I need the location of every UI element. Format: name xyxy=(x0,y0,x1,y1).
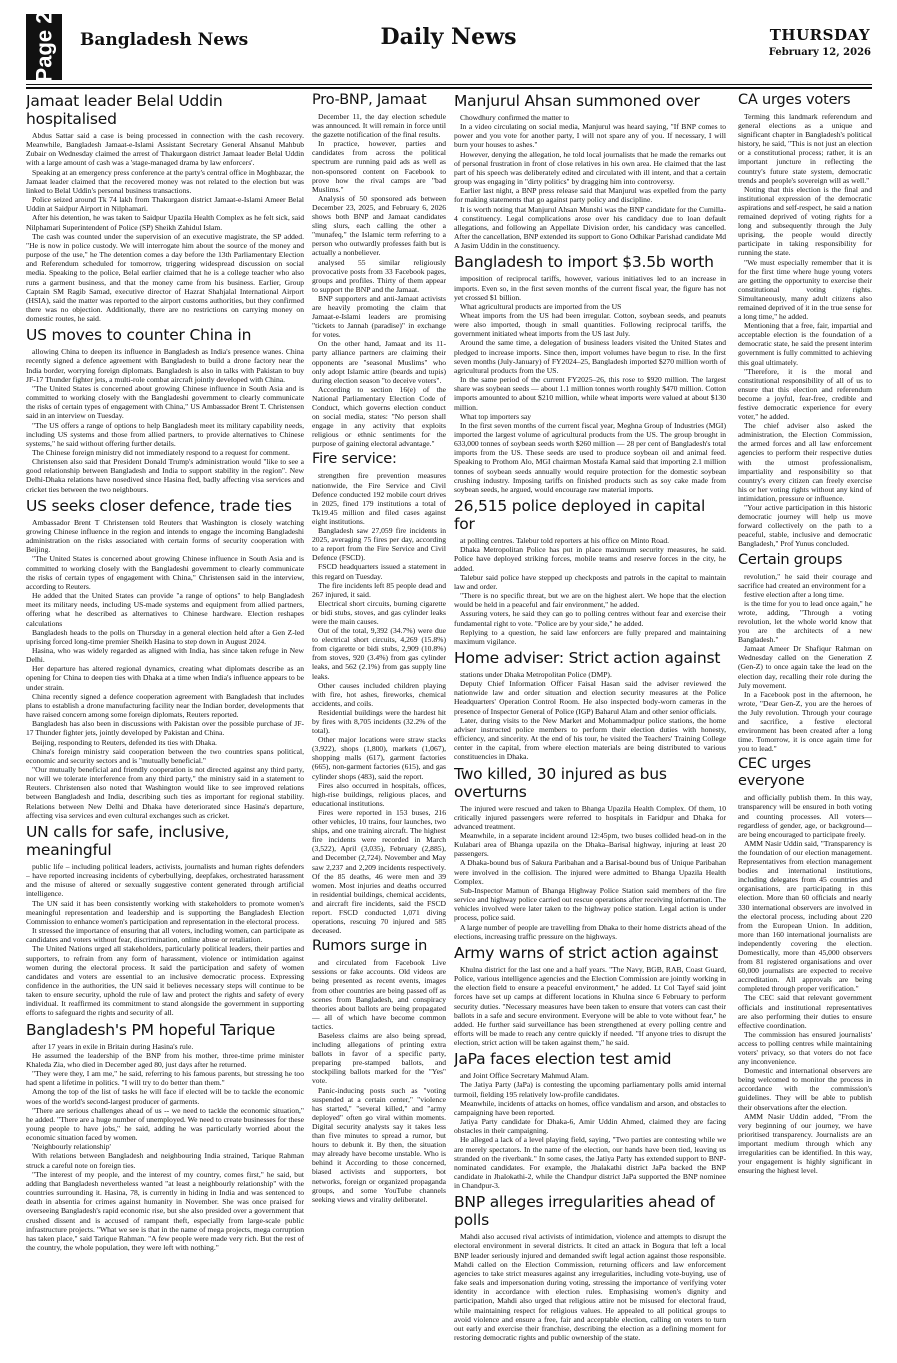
article-paragraph: Abdus Sattar said a case is being processed in connection with the cash recovery. Meanwhile, Bangladesh Jamaat-e-Islami Assistant Secretary General Ahsanul Mahbub Zubair on Wednesday claimed the arrest of Thakurgaon district Jamaat leader Belal Uddin with a large amount of cash was a 'stage-managed drama by law enforcers'. xyxy=(26,131,304,168)
article-paragraph: imposition of reciprocal tariffs, however, various initiatives led to an increase in imports. Even so, in the first seven months of the current fiscal year, the figure has not yet crossed $1 billion. xyxy=(454,274,726,302)
article-paragraph: Later, during visits to the New Market and Mohammadpur police stations, the home adviser instructed police members to perform their election duties with honesty, efficiency, and sincerity. At the end of his tour, he visited the Teachers' Training College center in the capital, from where election materials are being distributed to various constituencies in Dhaka. xyxy=(454,715,726,762)
article-headline[interactable]: Home adviser: Strict action against xyxy=(454,648,721,667)
article-paragraph: Sub-Inspector Mamun of Bhanga Highway Police Station said members of the fire service and highway police carried out rescue operations after receiving information. The vehicles involved were later taken to the highway police station. Legal action is under process, police said. xyxy=(454,885,726,923)
news-article xyxy=(738,92,872,549)
news-article xyxy=(454,92,726,250)
article-paragraph: and Joint Office Secretary Mahmud Alam. xyxy=(460,1071,589,1081)
article-headline[interactable]: BNP alleges irregularities ahead of polls xyxy=(454,1193,715,1230)
article-paragraph: The United Nations urged all stakeholders, particularly political leaders, their parties and supporters, to refrain from any form of harassment, violence or intimidation against women during the electoral process. It said the participation and safety of women candidates and voters are essential to an inclusive democratic process. Expressing confidence in the authorities, the UN said it believes necessary steps will continue to be taken to ensure security, uphold the rule of law and protect the rights and safety of every individual. It reaffirmed its commitment to stand alongside the government in supporting efforts to safeguard the rights and security of all. xyxy=(26,944,304,1018)
article-paragraph: The injured were rescued and taken to Bhanga Upazila Health Complex. Of them, 10 critically injured passengers were referred to hospitals in Faridpur and Dhaka for advanced treatment. xyxy=(454,803,726,831)
article-paragraph: In the same period of the current FY2025–26, this rose to $920 million. The largest share was soybean seeds — about 1.1 million tonnes worth roughly $470 million. Cotton imports amounted to about $210 million, while wheat imports were valued at about $130 million. xyxy=(454,375,726,412)
article-paragraph: In a Facebook post in the afternoon, he wrote, "Dear Gen-Z, you are the heroes of the July revolution. Through your courage and sacrifice, a festive electoral environment has been created after a long time. Tomorrow, it is once again time for you to lead." xyxy=(738,689,872,754)
article-paragraph: Meanwhile, incidents of attacks on homes, office vandalism and arson, and obstacles to campaigning have been reported. xyxy=(454,1098,726,1117)
article-headline[interactable]: Manjurul Ahsan summoned over xyxy=(454,92,700,110)
news-article xyxy=(312,451,446,935)
article-headline[interactable]: Two killed, 30 injured as bus overturns xyxy=(454,764,667,801)
article-paragraph: Replying to a question, he said law enforcers are fully prepared and maintaining maximum vigilance. xyxy=(454,627,726,646)
article-paragraph: He alleged a lack of a level playing field, saying, "Two parties are contesting while we are merely spectators. In the name of the election, our hands have been tied, leaving us stranded on the riverbank." In some cases, the Jatiya Party has extended support to BNP-nominated candidates. For example, the Jhalakathi district JaPa backed the BNP candidate in Jhalokathi-2, while the Chandpur district JaPa supported the BNP nominee in Chandpur-3. xyxy=(454,1135,726,1191)
article-paragraph: Electrical short circuits, burning cigarette or bidi stubs, stoves, and gas cylinder leaks were the main causes. xyxy=(312,598,446,626)
article-paragraph: "The United States is concerned about growing Chinese influence in South Asia and is committed to working closely with the Bangladeshi government to clearly communicate the risks of certain types of engagement with China," US Ambassador Brent T. Christensen said in an interview on Tuesday. xyxy=(26,383,304,421)
news-article xyxy=(738,756,872,1175)
issue-date: February 12, 2026 xyxy=(768,47,871,58)
masthead-rule xyxy=(26,84,872,85)
news-article xyxy=(454,253,726,494)
article-paragraph: Fires were reported in 153 buses, 216 other vehicles, 10 trains, four launches, two ships, and one training aircraft. The highest fire incidents were recorded in March (3,522), April (3,035), February (2,885), and December (2,724). November and May saw 2,237 and 2,209 incidents respectively. Of the 85 deaths, 46 were men and 39 women. Most injuries and deaths occurred in residential buildings, chemical accidents, and aircraft fire incidents, said the FSCD report. FSCD conducted 1,071 diving operations, rescuing 70 injured and 585 deceased. xyxy=(312,807,446,936)
article-paragraph: It stressed the importance of ensuring that all voters, including women, can participate as candidates and voters without fear, discrimination, online abuse or retaliation. xyxy=(26,926,304,945)
news-article xyxy=(454,944,726,1047)
article-paragraph: Other causes included children playing with fire, hot ashes, fireworks, chemical accidents, and coils. xyxy=(312,680,446,708)
article-paragraph: On the other hand, Jamaat and its 11-party alliance partners are claiming their opponents are "seasonal Muslims" who only adopt Islamic attire (beards and tupis) during election season "to deceive voters". xyxy=(312,339,446,385)
article-paragraph: Mahdi also accused rival activists of intimidation, violence and attempts to disrupt the electoral environment in several districts. It cited an attack in Bogura that left a local BNP leader seriously injured and demanded swift legal action against those responsible. Mahdi called on the Election Commission, returning officers and law enforcement agencies to take strict measures against any irregularities, including vote-buying, use of fake seals and impersonation during voting, stressing the importance of verifying voter identity in accordance with election rules. Emphasising women's dignity and participation, Mahdi also urged that religious attire not be misused for electoral fraud, while maintaining respect for religious values. He appealed to all political groups to avoid violence and ensure a free, fair and acceptable election, calling on voters to turn out early and exercise their franchise, describing the election as a defining moment for restoring democratic rights and public ownership of the state. xyxy=(454,1232,726,1343)
article-headline[interactable]: Army warns of strict action against xyxy=(454,943,718,962)
article-paragraph: Dhaka Metropolitan Police has put in place maximum security measures, he said. Police have deployed striking forces, mobile teams and reserve forces in the city, he added. xyxy=(454,545,726,573)
article-paragraph: What agricultural products are imported from the US xyxy=(460,301,622,311)
news-article xyxy=(312,92,446,448)
article-paragraph: Hasina, who was widely regarded as aligned with India, has since taken refuge in New Delhi. xyxy=(26,645,304,665)
news-article xyxy=(454,1050,726,1190)
article-paragraph: Among the top of the list of tasks he will face if elected will be to tackle the economic woes of the world's second-largest producer of garments. xyxy=(26,1087,304,1106)
article-paragraph: stations under Dhaka Metropolitan Police (DMP). xyxy=(460,669,612,679)
article-paragraph: Fires also occurred in hospitals, offices, high-rise buildings, religious places, and educational institutions. xyxy=(312,780,446,808)
weekday: THURSDAY xyxy=(769,26,871,44)
article-paragraph: is the time for you to lead once again," he wrote, adding, "Through a voting revolution, let the whole world know that you are the architects of a new Bangladesh." xyxy=(738,598,872,645)
article-paragraph: and circulated from Facebook Live sessions or fake accounts. Old videos are being presented as recent events, images from other countries are being passed off as scenes from Bangladesh, and conspiracy theories about ballots are being propagated — all of which have become common tactics. xyxy=(312,958,446,1031)
article-paragraph: Bangladesh heads to the polls on Thursday in a general election held after a Gen Z-led uprising forced long-time premier Sheikh Hasina to step down in August 2024. xyxy=(26,627,304,646)
article-paragraph: Talebur said police have stepped up checkposts and patrols in the capital to maintain law and order. xyxy=(454,572,726,591)
news-column-4 xyxy=(738,92,872,1355)
article-paragraph: What top importers say xyxy=(460,411,532,421)
article-paragraph: revolution," he said their courage and sacrifice had created an environment for a xyxy=(738,571,872,590)
article-paragraph: The CEC said that relevant government officials and institutional representatives are also performing their duties to ensure effective coordination. xyxy=(738,993,872,1030)
news-article xyxy=(454,497,726,646)
news-article xyxy=(26,823,304,1018)
article-headline[interactable]: US seeks closer defence, trade ties xyxy=(26,496,292,515)
brand-name: Bangladesh News xyxy=(80,30,249,50)
article-headline[interactable]: US moves to counter China in xyxy=(26,326,252,345)
news-column-1 xyxy=(26,92,304,1355)
article-paragraph: "There is no specific threat, but we are on the highest alert. We hope that the election would be held in a peaceful and fair environment," he added. xyxy=(454,591,726,610)
article-paragraph: Terming this landmark referendum and general elections as a unique and significant chapter in Bangladesh's political history, he said, "This is not just an election or a constitutional process; rather, it is an important juncture in reflecting the country's future state system, democratic trends and people's sovereign will as well." xyxy=(738,112,872,185)
news-article xyxy=(454,765,726,941)
article-headline[interactable]: Bangladesh's PM hopeful Tarique xyxy=(26,1020,276,1039)
masthead-rule-thick xyxy=(26,87,872,89)
article-headline[interactable]: Jamaat leader Belal Uddin hospitalised xyxy=(26,92,223,128)
article-paragraph: analysed 55 similar religiously provocative posts from 33 Facebook pages, groups and profiles. Thirty of them appear to support the BNP and the Jamaat. xyxy=(312,257,446,294)
article-paragraph: public life – including political leaders, activists, journalists and human rights defenders – have reported increasing incidents of cyberbullying, deepfakes, orchestrated harassment and the misuse of altered or sexually suggestive content generated through artificial intelligence. xyxy=(26,861,304,899)
dateline xyxy=(769,26,871,58)
article-headline[interactable]: CEC urges everyone xyxy=(738,756,811,790)
article-paragraph: Bangladesh saw 27,059 fire incidents in 2025, averaging 75 fires per day, according to a report from the Fire Service and Civil Defence (FSCD). xyxy=(312,526,446,563)
article-paragraph: After his detention, he was taken to Saidpur Upazila Health Complex as he felt sick, said Nilphamari Superintendent of Police (SP) Sheikh Zahidul Islam. xyxy=(26,213,304,232)
article-paragraph: AMM Nasir Uddin added, "From the very beginning of our journey, we have prioritised transparency. Journalists are an important medium through which any irregularities can be identified. In this way, your engagement is highly significant in ensuring the highest level. xyxy=(738,1111,872,1176)
article-paragraph: It is worth noting that Manjurul Ahsan Munshi was the BNP candidate for the Cumilla-4 constituency. Legal complications arose over his candidacy due to loan default allegations, and following an Appellate Division order, his candidacy was cancelled. After the cancellation, BNP extended its support to Gono Odhikar Parishad candidate Md A Jasim Uddin in the constituency. xyxy=(454,204,726,251)
article-paragraph: and officially publish them. In this way, transparency will be ensured in both voting and counting processes. All voters—regardless of gender, age, or background—are being encouraged to participate freely. xyxy=(738,793,872,839)
section-title: Daily News xyxy=(380,24,517,50)
article-paragraph: The cash was counted under the supervision of an executive magistrate, the SP added. "He is now in police custody. We will interrogate him about the source of the money and purpose of the use," he The detention comes a day before the 13th Parliamentary Election and Referendum scheduled for tomorrow, triggering widespread discussion on social media. Speaking to the police, Belal earlier claimed that he is a college teacher who also runs a garment business, and that the money came from his business. Earlier, Group Captain SM Ragib Samad, executive director of Hazrat Shahjalal International Airport (HSIA), said the matter was reported to the airport customs authorities, but they confirmed there was no objection. Additionally, there are no restrictions on carrying money on domestic routes, he said. xyxy=(26,231,304,324)
article-paragraph: Domestic and international observers are being welcomed to monitor the process in accordance with the commission's guidelines. They will be able to publish their observations after the election. xyxy=(738,1066,872,1112)
news-article xyxy=(26,92,304,323)
article-paragraph: Baseless claims are also being spread, including allegations of printing extra ballots in favor of a specific party, preparing pre-stamped ballots, and stockpiling ballots marked for the "Yes" vote. xyxy=(312,1031,446,1086)
article-paragraph: The commission has ensured journalists' access to polling centres while maintaining voters' privacy, so that voters do not face any inconvenience. xyxy=(738,1029,872,1067)
masthead xyxy=(0,0,897,84)
article-paragraph: Mentioning that a free, fair, impartial and acceptable election is the foundation of a democratic state, he said the present interim government is fully committed to achieving this goal ultimately. xyxy=(738,321,872,367)
article-paragraph: Khulna district for the last one and a half years. "The Navy, BGB, RAB, Coast Guard, Police, various intelligence agencies and the Election Commission are jointly working in the election field to ensure a peaceful environment," he added. Lt Col Tayef said joint forces have set up camps at different locations in Khulna since 6 February to perform security duties. "Necessary measures have been taken to ensure that voters can cast their ballots in a safe and secure environment. Everyone will be able to vote without fear," he added. He further said surveillance has been strengthened at every polling centre and efforts will be made to reach any centre quickly if needed. "If anyone tries to disrupt the election, strict action will be taken against them," he said. xyxy=(454,964,726,1048)
article-paragraph: 'Neighbourly relationship' xyxy=(32,1142,111,1152)
news-article xyxy=(26,497,304,820)
article-paragraph: Police seized around Tk 74 lakh from Thakurgaon district Jamaat-e-Islami Ameer Belal Uddin at Saidpur Airport in Nilphamari. xyxy=(26,195,304,214)
article-paragraph: He assumed the leadership of the BNP from his mother, three-time prime minister Khaleda Zia, who died in December aged 80, just days after he returned. xyxy=(26,1050,304,1069)
article-paragraph: According to section 16(e) of the National Parliamentary Election Code of Conduct, which governs election conduct on social media, states: "No person shall engage in any activity that exploits religious or ethnic sentiments for the purpose of gaining electoral advantage." xyxy=(312,384,446,449)
article-paragraph: Beijing, responding to Reuters, defended its ties with Dhaka. xyxy=(32,737,217,747)
article-paragraph: "The US offers a range of options to help Bangladesh meet its military capability needs, including US systems and those from allied partners, to provide alternatives to Chinese systems," he said without offering further details. xyxy=(26,420,304,448)
article-paragraph: Speaking at an emergency press conference at the party's central office in Moghbazar, the Jamaat leader claimed that the recovered money was not related to the election but was linked to Belal Uddin's personal business transactions. xyxy=(26,167,304,195)
article-paragraph: Meanwhile, in a separate incident around 12:45pm, two buses collided head-on in the Kulabari area of Bhanga upazila on the Dhaka–Barisal highway, injuring at least 20 passengers. xyxy=(454,831,726,859)
article-paragraph: The chief adviser also asked the administration, the Election Commission, the armed forces and all law enforcement agencies to perform their respective duties with the utmost professionalism, impartiality and responsibility so that country's every citizen can freely exercise his or her voting rights without any kind of intimidation, pressure or influence. xyxy=(738,421,872,503)
article-paragraph: With relations between Bangladesh and neighbouring India strained, Tarique Rahman struck a careful note on foreign ties. xyxy=(26,1151,304,1170)
news-article xyxy=(738,552,872,754)
article-paragraph: Earlier last night, a BNP press release said that Manjurul was expelled from the party for making statements that go against party policy and discipline. xyxy=(454,186,726,205)
article-paragraph: festive election after a long time. xyxy=(744,589,844,599)
article-paragraph: The fire incidents left 85 people dead and 267 injured, it said. xyxy=(312,580,446,599)
article-paragraph: Residential buildings were the hardest hit by fires with 8,705 incidents (32.2% of the total). xyxy=(312,707,446,736)
article-paragraph: December 11, the day election schedule was announced. It will remain in force until the gazette notification of the final results. xyxy=(312,112,446,140)
article-paragraph: BNP supporters and anti-Jamaat activists are heavily promoting the claim that Jamaat-e-Islami leaders are promising "tickets to Jannah (paradise)" in exchange for votes. xyxy=(312,293,446,340)
article-headline[interactable]: JaPa faces election test amid xyxy=(454,1050,672,1069)
article-paragraph: In practice, however, parties and candidates from across the political spectrum are running paid ads as well as non-sponsored content on Facebook to prove how the rival camps are "bad Muslims." xyxy=(312,139,446,194)
article-paragraph: Other major locations were straw stacks (3,922), shops (1,800), markets (1,067), shopping malls (617), garment factories (665), non-garment factories (615), and gas cylinder shops (483), said the report. xyxy=(312,735,446,781)
article-paragraph: "Our mutually beneficial and friendly cooperation is not directed against any third party, nor will we tolerate interference from any third party," the ministry said in a statement to Reuters. Christensen also noted that Washington would like to see improved relations between Bangladesh and India, describing such ties as important for regional stability. Relations between New Delhi and Dhaka have deteriorated since Hasina's departure, affecting visa services and even cultural exchanges such as cricket. xyxy=(26,765,304,820)
article-paragraph: The Chinese foreign ministry did not immediately respond to a request for comment. xyxy=(32,448,290,457)
article-headline[interactable]: 26,515 police deployed in capital for xyxy=(454,497,706,534)
article-paragraph: Wheat imports from the US had been irregular. Cotton, soybean seeds, and peanuts were also imported, though in small quantities. Following reciprocal tariffs, the government initiated wheat imports from the US last July. xyxy=(454,310,726,339)
article-paragraph: strengthen fire prevention measures nationwide, the Fire Service and Civil Defence conducted 192 mobile court drives in 2025, fined 179 institutions a total of Tk19.45 million and filed cases against eight institutions. xyxy=(312,471,446,526)
article-paragraph: Panic-inducing posts such as "voting suspended at a certain center," "violence has started," "several killed," and "army deployed" often go viral within moments. Digital security analysts say it takes less than five minutes to spread a rumor, but hours to debunk it. By then, the situation may already have become unstable. Who is behind it According to those concerned, biased activists and supporters, bot networks, foreign or organized propaganda groups, and some YouTube channels seeking views and virality deliberatel. xyxy=(312,1085,446,1204)
news-article xyxy=(26,1021,304,1253)
article-headline[interactable]: Rumors surge in xyxy=(312,938,428,955)
article-paragraph: after 17 years in exile in Britain during Hasina's rule. xyxy=(32,1041,194,1051)
article-paragraph: Around the same time, a delegation of business leaders visited the United States and pledged to increase imports. Since then, import volumes have begun to rise. In the first seven months (July-January) of FY2024–25, Bangladesh imported $270 million worth of agricultural products from the US. xyxy=(454,338,726,375)
article-paragraph: China's foreign ministry said cooperation between the two countries spans political, economic and security sectors and is "mutually beneficial." xyxy=(26,746,304,765)
news-article xyxy=(26,326,304,494)
article-headline[interactable]: CA urges voters xyxy=(738,92,851,108)
news-article xyxy=(312,938,446,1204)
article-paragraph: Jatiya Party candidate for Dhaka-6, Amir Uddin Ahmed, claimed they are facing obstacles in their campaigning. xyxy=(454,1117,726,1136)
article-paragraph: In a video circulating on social media, Manjurul was heard saying, "If BNP comes to power and you vote for another party, I will not spare any of you. If necessary, I will burn your houses to ashes." xyxy=(454,122,726,150)
article-paragraph: allowing China to deepen its influence in Bangladesh as India's presence wanes. China recently signed a defence agreement with Bangladesh to build a drone factory near the India border, worrying foreign diplomats. Bangladesh is also in talks with Pakistan to buy JF-17 Thunder fighter jets, a multi-role combat aircraft jointly developed with China. xyxy=(26,347,304,384)
article-paragraph: The Jatiya Party (JaPa) is contesting the upcoming parliamentary polls amid internal turmoil, fielding 195 relatively low-profile candidates. xyxy=(454,1080,726,1099)
article-paragraph: A large number of people are travelling from Dhaka to their home districts ahead of the elections, increasing traffic pressure on the highways. xyxy=(454,922,726,941)
article-headline[interactable]: Bangladesh to import $3.5b worth xyxy=(454,253,714,272)
article-paragraph: Jamaat Ameer Dr Shafiqur Rahman on Wednesday called on the Generation Z (Gen-Z) to once again take the lead on the election day, recalling their role during the July movement. xyxy=(738,644,872,690)
article-paragraph: Her departure has altered regional dynamics, creating what diplomats describe as an opening for China to deepen ties with Dhaka at a time when India's influence appears to be under strain. xyxy=(26,664,304,692)
article-paragraph: at polling centres. Talebur told reporters at his office on Minto Road. xyxy=(460,536,670,546)
article-headline[interactable]: Pro-BNP, Jamaat xyxy=(312,92,427,108)
article-paragraph: "The United States is concerned about growing Chinese influence in South Asia and is committed to working closely with the Bangladeshi government to clearly communicate the risks of certain types of engagement with China," Christensen said in the interview, according to Reuters. xyxy=(26,554,304,591)
article-paragraph: "Your active participation in this historic democratic journey will help us move forward collectively on the path to a peaceful, stable, inclusive and democratic Bangladesh," Prof Yunus concluded. xyxy=(738,503,872,549)
article-paragraph: "They were they, I am me," he said, referring to his famous parents, but stressing he too had spent a lifetime in politics. "I will try to do better than them." xyxy=(26,1069,304,1088)
article-paragraph: Chowdhury confirmed the matter to xyxy=(460,113,570,122)
article-paragraph: AMM Nasir Uddin said, "Transparency is the foundation of our election management. Representatives from election management bodies and international institutions, including delegates from 45 countries and organisations, are participating in this election. More than 60 officials and nearly 330 international observers are involved in the electoral process, including about 220 from the European Union. In addition, more than 160 international journalists are independently covering the election. Domestically, more than 45,000 observers from 81 registered organisations and over 60,000 journalists are expected to receive accreditation. All approvals are being completed through proper verification." xyxy=(738,838,872,994)
page-label: Page 2 xyxy=(31,11,56,83)
article-paragraph: FSCD headquarters issued a statement in this regard on Tuesday. xyxy=(312,562,446,581)
article-paragraph: In the first seven months of the current fiscal year, Meghna Group of Industries (MGI) imported the largest volume of agricultural products from the US. The group brought in 633,000 tonnes of soybean seeds worth $260 million — 28 per cent of Bangladesh's total imports from the US. These seeds are used to produce soybean oil and animal feed. Speaking to Prothom Alo, MGI chairman Mostafa Kamal said that importing 2.1 million tonnes of soybean seeds annually would require protection for the domestic soybean crushing industry. Imposing tariffs on finished products such as soy cake made from soybean seeds, he argued, would encourage raw material imports. xyxy=(454,420,726,494)
article-paragraph: Bangladesh has also been in discussions with Pakistan over the possible purchase of JF-17 Thunder fighter jets, jointly developed by Pakistan and China. xyxy=(26,719,304,738)
article-headline[interactable]: Fire service: xyxy=(312,451,397,468)
article-paragraph: A Dhaka-bound bus of Sakura Paribahan and a Barisal-bound bus of Unique Paribahan were involved in the collision. The injured were admitted to Bhanga Upazila Health Complex. xyxy=(454,858,726,886)
article-paragraph: Deputy Chief Information Officer Faisal Hasan said the adviser reviewed the nationwide law and order situation and election security measures at the Police Headquarters' Operation Control Room. He also inspected body-worn cameras in the presence of Inspector General of Police (IGP) Baharul Alam and other senior officials. xyxy=(454,679,726,716)
article-headline[interactable]: UN calls for safe, inclusive, meaningful xyxy=(26,822,230,859)
article-paragraph: "Therefore, it is the moral and constitutional responsibility of all of us to ensure that this election and referendum become a joyful, fear-free, credible and festive democratic experience for every voter," he added. xyxy=(738,366,872,422)
article-paragraph: "There are serious challenges ahead of us -- we need to tackle the economic situation," he added. "There are a huge number of unemployed. We need to create businesses for these young people to have jobs," he said, adding he was particularly worried about the economic situation faced by women. xyxy=(26,1105,304,1143)
article-paragraph: However, denying the allegation, he told local journalists that he made the remarks out of personal frustration in front of close relatives in his own area. He claimed that the last part of his speech was deliberately edited and circulated with ill intent, and that a certain group was engaging in "dirty politics" by dragging him into controversy. xyxy=(454,149,726,187)
article-paragraph: Analysis of 50 sponsored ads between December 23, 2025, and February 6, 2026 shows both BNP and Jamaat candidates sling slurs, each calling the other a "munafeq," the Islamic term referring to a person who outwardly professes faith but is actually a nonbeliever. xyxy=(312,193,446,258)
news-column-3 xyxy=(454,92,726,1355)
article-paragraph: "We must especially remember that it is for the first time where huge young voters are getting the opportunity to exercise their constitutional voting rights. Simultaneously, many adult citizens also remained deprived of it in the true sense for a long time," he added. xyxy=(738,257,872,322)
article-paragraph: Out of the total, 9,392 (34.7%) were due to electrical short circuits, 4,269 (15.8%) from cigarette or bidi stubs, 2,909 (10.8%) from stoves, 920 (3.4%) from gas cylinder leaks, and 562 (2.1%) from gas supply line leaks. xyxy=(312,626,446,681)
article-paragraph: Assuring voters, he said they can go to polling centres without fear and exercise their fundamental right to vote. "Police are by your side," he added. xyxy=(454,609,726,628)
article-headline[interactable]: Certain groups xyxy=(738,551,843,568)
news-column-2 xyxy=(312,92,446,1355)
article-paragraph: Christensen also said that President Donald Trump's administration would "like to see a good relationship between Bangladesh and India to support stability in the region". New Delhi-Dhaka relations have nosedived since Hasina fled, badly affecting visa services and cricket ties between the two neighbours. xyxy=(26,457,304,494)
news-article xyxy=(454,649,726,762)
article-paragraph: Noting that this election is the final and institutional expression of the democratic aspirations and self-respect, he said a nation remained deprived of voting rights for a long and subsequently through the July uprising, the people would directly participate in taking responsibility for running the state. xyxy=(738,184,872,258)
article-paragraph: He added that the United States can provide "a range of options" to help Bangladesh meet its military needs, including US-made systems and equipment from allied partners, offering what he described as alternatives to Chinese hardware. Election reshapes calculations xyxy=(26,591,304,628)
article-paragraph: The UN said it has been consistently working with stakeholders to promote women's meaningful representation and leadership and is supporting the Bangladesh Election Commission to enhance women's participation and representation in the electoral process. xyxy=(26,898,304,926)
article-paragraph: "The interest of my people, and the interest of my country, comes first," he said, but adding that Bangladesh nevertheless wanted "at least a neighbourly relationship" with the countries surrounding it. Hasina, 78, is currently in hiding in India and was sentenced to death in absentia for crimes against humanity in November. She was once praised for overseeing Bangladesh's rapid economic rise, but she also presided over a government that crushed dissent and is accused of rampant theft, especially from large-scale public infrastructure projects. "What we see is that in the name of mega projects, mega corruption has taken place," said Tarique Rahman. "A few people were made very rich. But the rest of the country, the whole population, they were left with nothing." xyxy=(26,1169,304,1253)
news-article xyxy=(454,1193,726,1342)
article-paragraph: Ambassador Brent T Christensen told Reuters that Washington is closely watching growing Chinese influence in the region and intends to engage the incoming Bangladeshi administration on the risks associated with certain forms of security cooperation with Beijing. xyxy=(26,517,304,555)
article-paragraph: China recently signed a defence cooperation agreement with Bangladesh that includes plans to establish a drone manufacturing facility near the Indian border, developments that have raised concern among some foreign diplomats, Reuters reported. xyxy=(26,691,304,720)
